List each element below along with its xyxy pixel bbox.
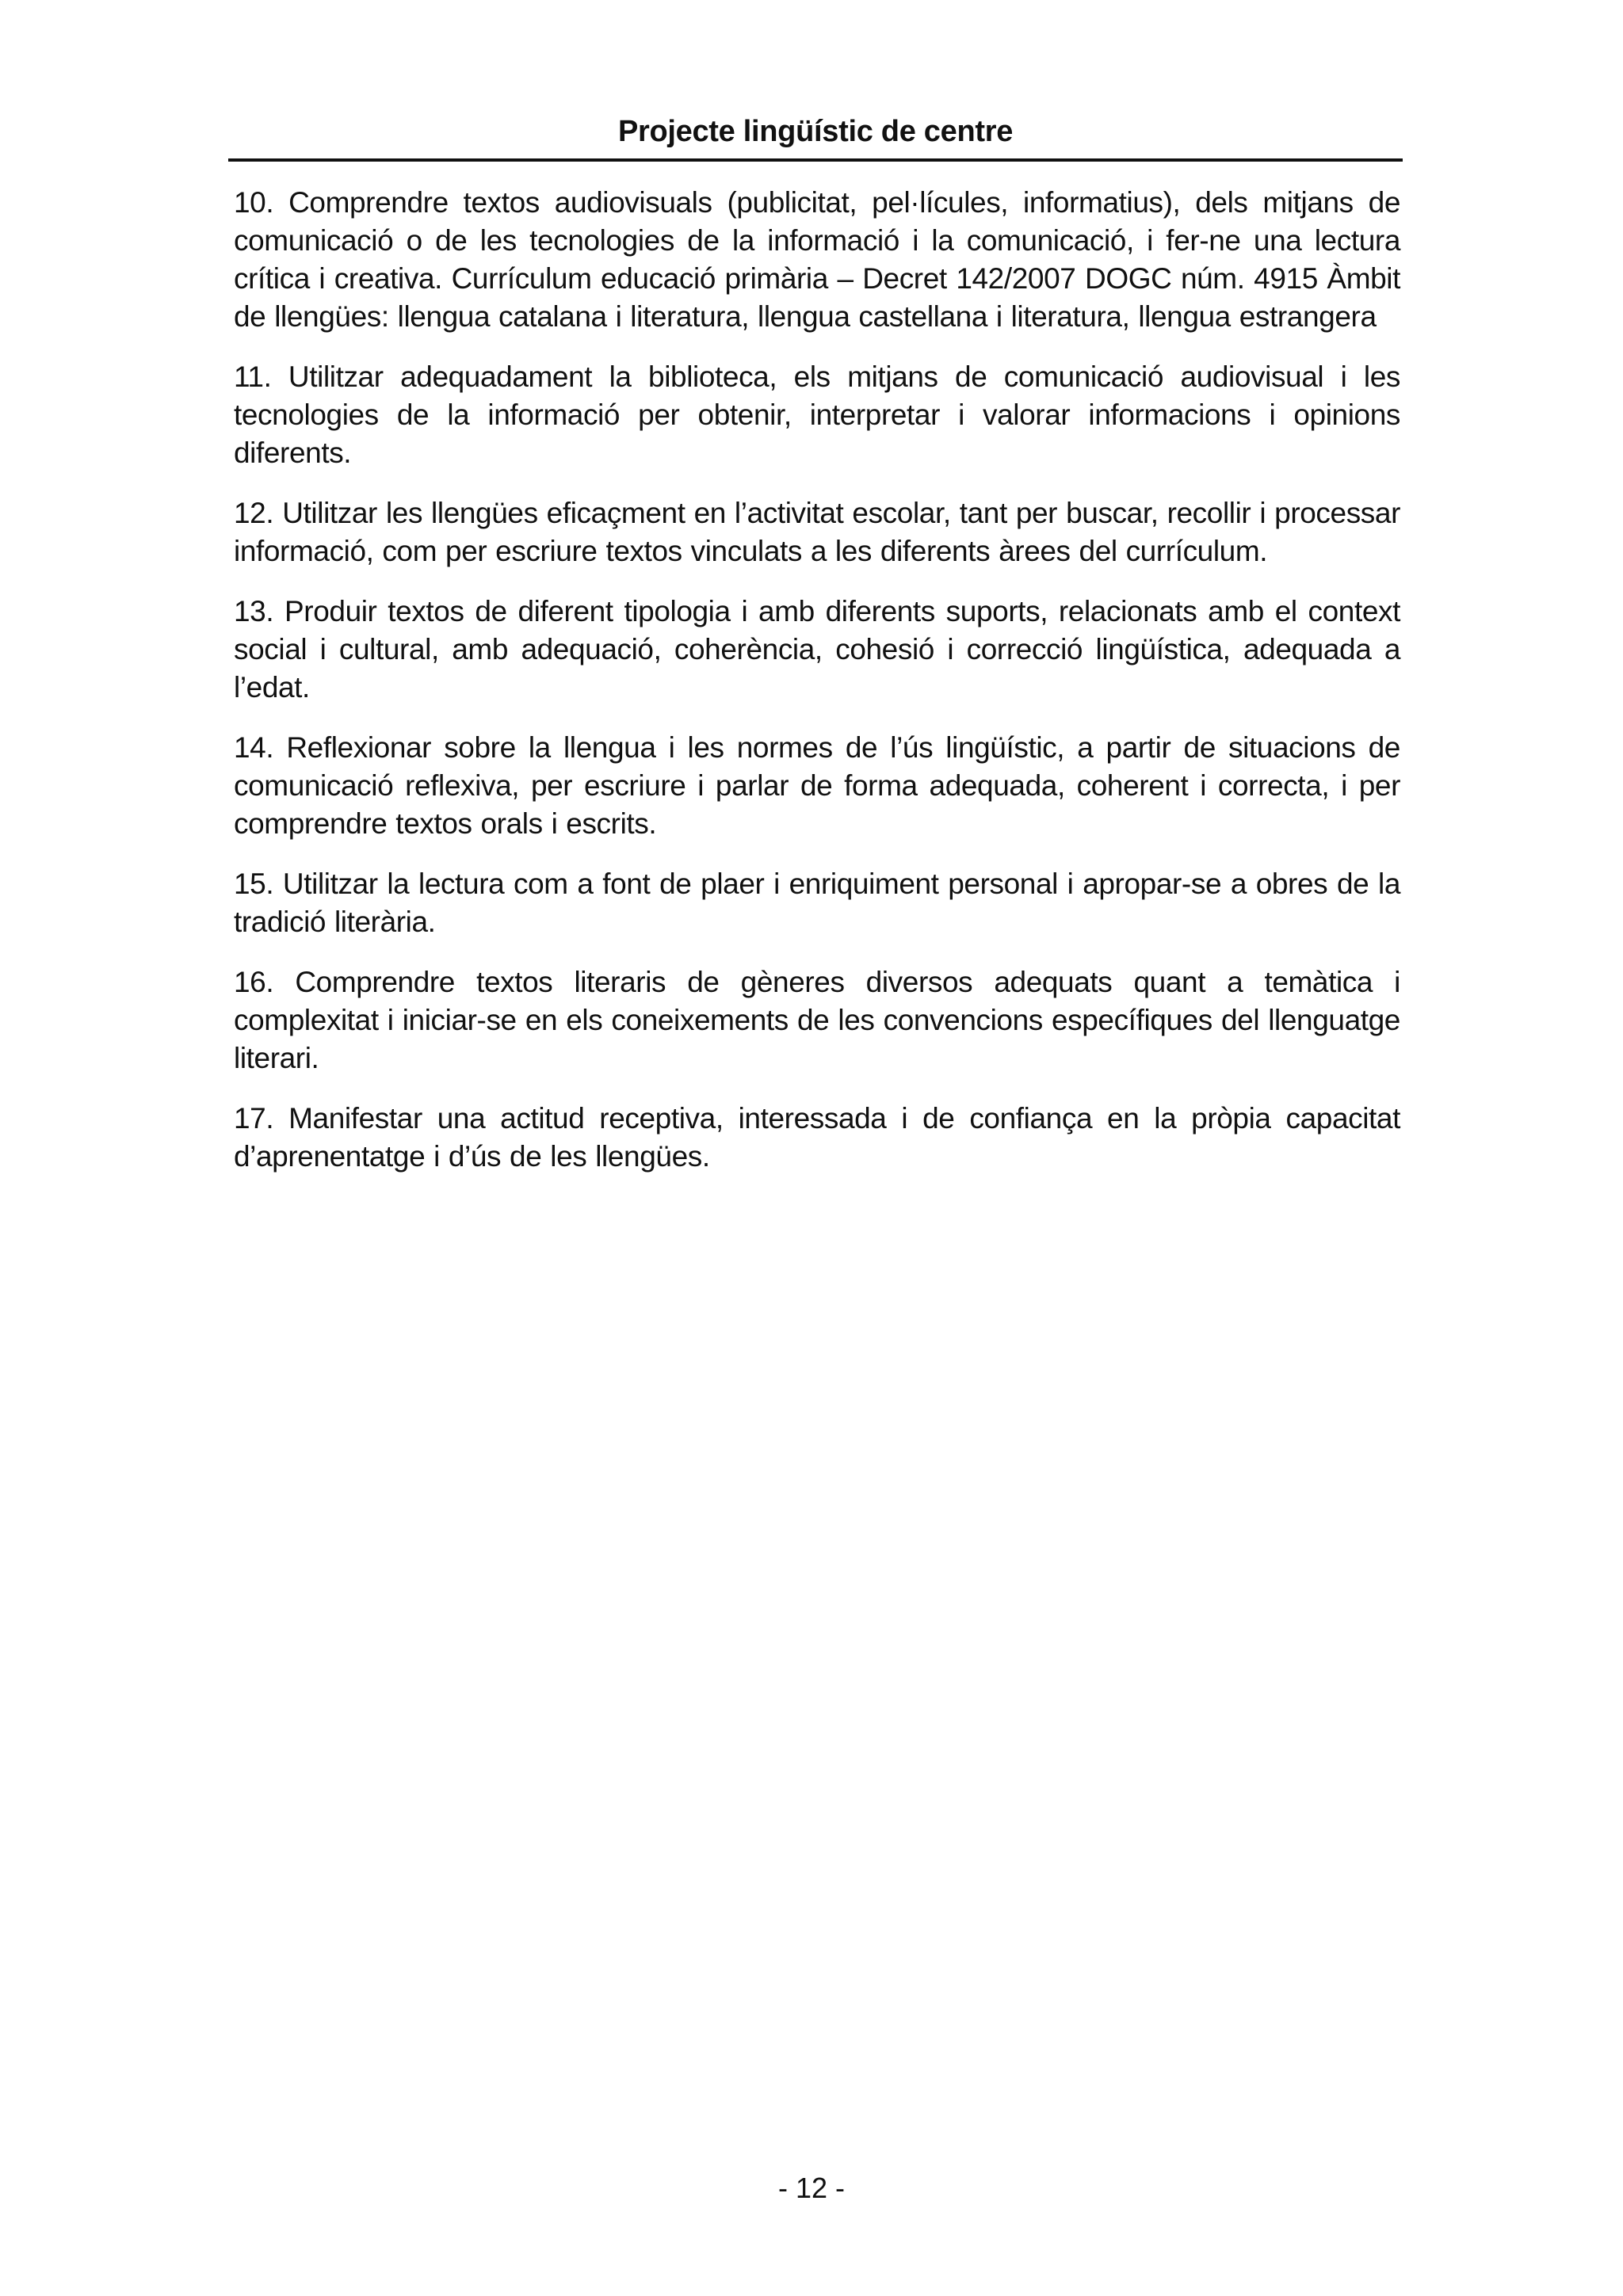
objective-paragraph-17: 17. Manifestar una actitud receptiva, interessada i de confiança en la pròpia capacitat d’aprenentatge i d’ús de les llengües.: [234, 1102, 1400, 1173]
page-content: [234, 184, 1400, 1198]
page-header: [228, 111, 1403, 162]
header-title: Projecte lingüístic de centre: [617, 115, 1014, 148]
objective-paragraph-10: 10. Comprendre textos audiovisuals (publicitat, pel·lícules, informatius), dels mitjans de comunicació o de les tecnologies de la informació i la comunicació, i fer-ne una lectura crítica i creativa. Currículum educació primària – Decret 142/2007 DOGC núm. 4915 Àmbit de llengües: llengua catalana i literatura, llengua castellana i literatura, llengua estrangera: [234, 186, 1400, 333]
objective-paragraph-11: 11. Utilitzar adequadament la biblioteca, els mitjans de comunicació audiovisual i les tecnologies de la informació per obtenir, interpretar i valorar informacions i opinions diferents.: [234, 360, 1400, 469]
objective-paragraph-13: 13. Produir textos de diferent tipologia i amb diferents suports, relacionats amb el context social i cultural, amb adequació, coherència, cohesió i correcció lingüística, adequada a l’edat.: [234, 595, 1400, 704]
objective-paragraph-16: 16. Comprendre textos literaris de gèneres diversos adequats quant a temàtica i complexitat i iniciar-se en els coneixements de les convencions específiques del llenguatge literari.: [234, 966, 1400, 1074]
objective-paragraph-14: 14. Reflexionar sobre la llengua i les normes de l’ús lingüístic, a partir de situacions de comunicació reflexiva, per escriure i parlar de forma adequada, coherent i correcta, i per comprendre textos orals i escrits.: [234, 731, 1400, 840]
objective-paragraph-12: 12. Utilitzar les llengües eficaçment en l’activitat escolar, tant per buscar, recollir i processar informació, com per escriure textos vinculats a les diferents àrees del currículum.: [234, 497, 1400, 567]
objective-paragraph-15: 15. Utilitzar la lectura com a font de plaer i enriquiment personal i apropar-se a obres de la tradició literària.: [234, 868, 1400, 938]
page-number: - 12 -: [777, 2172, 846, 2204]
